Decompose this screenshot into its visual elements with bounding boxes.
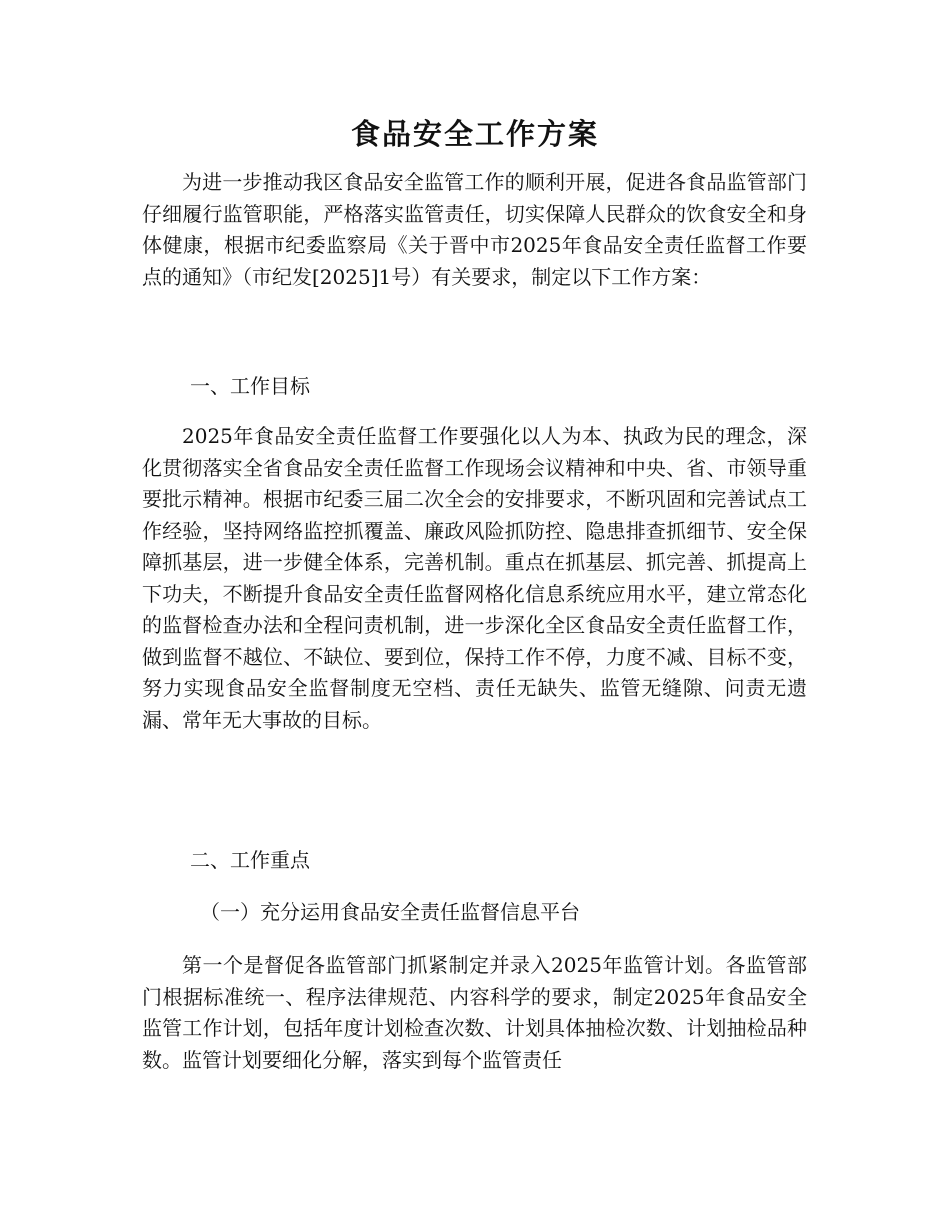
subsection-1-body: 第一个是督促各监管部门抓紧制定并录入2025年监管计划。各监管部门根据标准统一、程序法律规范、内容科学的要求，制定2025年食品安全监管工作计划，包括年度计划检查次数、计划具体抽检次数、计划抽检品种数。监管计划要细化分解，落实到每个监管责任 bbox=[142, 953, 807, 1072]
intro-paragraph: 为进一步推动我区食品安全监管工作的顺利开展，促进各食品监管部门仔细履行监管职能，严格落实监管责任，切实保障人民群众的饮食安全和身体健康，根据市纪委监察局《关于晋中市2025年食品安全责任监督工作要点的通知》（市纪发[2025]1号）有关要求，制定以下工作方案： bbox=[142, 170, 807, 289]
section-2-heading: 二、工作重点 bbox=[190, 848, 310, 872]
document-title: 食品安全工作方案 bbox=[350, 117, 599, 151]
subsection-1-heading: （一）充分运用食品安全责任监督信息平台 bbox=[200, 900, 580, 924]
section-1-body: 2025年食品安全责任监督工作要强化以人为本、执政为民的理念，深化贯彻落实全省食品安全责任监督工作现场会议精神和中央、省、市领导重要批示精神。根据市纪委三届二次全会的安排要求，不断巩固和完善试点工作经验，坚持网络监控抓覆盖、廉政风险抓防控、隐患排查抓细节、安全保障抓基层，进一步健全体系，完善机制。重点在抓基层、抓完善、抓提高上下功夫，不断提升食品安全责任监督网格化信息系统应用水平，建立常态化的监督检查办法和全程问责机制，进一步深化全区食品安全责任监督工作，做到监督不越位、不缺位、要到位，保持工作不停，力度不减、目标不变，努力实现食品安全监督制度无空档、责任无缺失、监管无缝隙、问责无遗漏、常年无大事故的目标。 bbox=[142, 424, 807, 732]
section-1-heading: 一、工作目标 bbox=[190, 374, 310, 398]
